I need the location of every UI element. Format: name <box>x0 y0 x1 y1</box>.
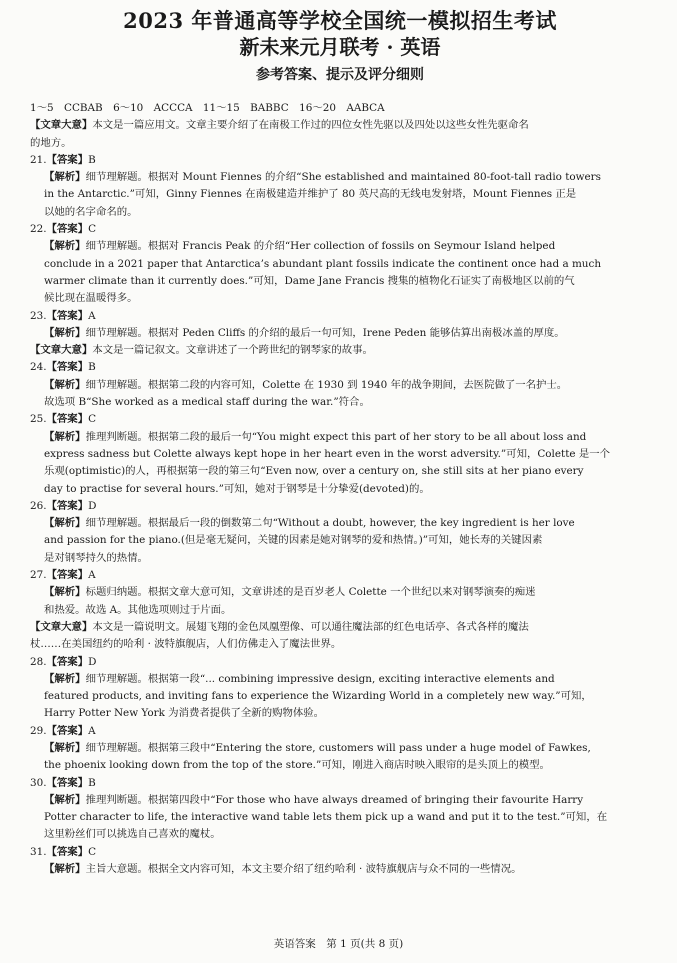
analysis-line <box>30 515 650 532</box>
analysis-label: 【解析】 <box>44 741 86 754</box>
analysis-line <box>30 671 650 688</box>
analysis-text: 细节理解题。根据对 Peden Cliffs 的介绍的最后一句可知，Irene Peden 能够估算出南极冰盖的厚度。 <box>85 326 565 339</box>
answer-content <box>30 100 650 878</box>
answer-letter: B <box>88 361 96 374</box>
answer-label: 【答案】 <box>46 655 89 668</box>
analysis-label: 【解析】 <box>44 517 86 530</box>
analysis-line <box>30 377 650 394</box>
question-answer <box>30 359 650 376</box>
analysis-continuation <box>30 446 650 463</box>
summary-line <box>30 117 650 134</box>
summary-continuation <box>30 135 650 152</box>
analysis-text: 细节理解题。根据第二段的内容可知，Colette 在 1930 到 1940 年的战争期间，去医院做了一名护士。 <box>85 378 568 391</box>
analysis-text: day to practise for several hours.”可知，她对于钢琴是十分挚爱(devoted)的。 <box>44 482 430 495</box>
summary-text: 本文是一篇说明文。展翅飞翔的金色凤凰塑像、可以通往魔法部的红色电话亭、各式各样的魔法 <box>92 620 529 633</box>
analysis-line <box>30 169 650 186</box>
analysis-line <box>30 740 650 757</box>
analysis-continuation <box>30 550 650 567</box>
analysis-text: warmer climate than it currently does.”可知，Dame Jane Francis 搜集的植物化石证实了南极地区以前的气 <box>44 274 575 287</box>
analysis-continuation <box>30 394 650 411</box>
question-answer <box>30 654 650 671</box>
question-answer <box>30 308 650 325</box>
analysis-line <box>30 325 650 342</box>
question-number: 26. <box>30 499 47 512</box>
analysis-line <box>30 861 650 878</box>
analysis-continuation <box>30 481 650 498</box>
answer-label: 【答案】 <box>46 776 89 789</box>
analysis-label: 【解析】 <box>44 863 86 876</box>
analysis-text: 故选项 B“She worked as a medical staff during the war.”符合。 <box>44 396 370 409</box>
analysis-label: 【解析】 <box>44 171 86 184</box>
question-number: 21. <box>30 153 47 166</box>
question-number: 27. <box>30 569 47 582</box>
analysis-label: 【解析】 <box>44 378 86 391</box>
question-answer <box>30 152 650 169</box>
answer-key-heading: 参考答案、提示及评分细则 <box>256 67 424 83</box>
analysis-continuation <box>30 204 650 221</box>
analysis-continuation <box>30 705 650 722</box>
question-number: 28. <box>30 655 47 668</box>
answer-letter: C <box>88 413 97 426</box>
answer-letter: B <box>88 776 96 789</box>
analysis-text: 是对钢琴持久的热情。 <box>44 551 148 564</box>
analysis-line <box>30 792 650 809</box>
answer-label: 【答案】 <box>46 361 89 374</box>
question-answer <box>30 844 650 861</box>
analysis-text: 细节理解题。根据第一段“... combining impressive design, exciting interactive elements and <box>85 672 555 685</box>
question-answer <box>30 567 650 584</box>
analysis-text: 推理判断题。根据第二段的最后一句“You might expect this part of her story to be all about loss and <box>85 430 587 443</box>
answer-letter: A <box>88 569 96 582</box>
question-number: 23. <box>30 309 47 322</box>
analysis-text: 细节理解题。根据最后一段的倒数第二句“Without a doubt, however, the key ingredient is her love <box>85 517 575 530</box>
analysis-text: conclude in a 2021 paper that Antarctica’s abundant plant fossils indicate the continent once had a much <box>44 257 602 270</box>
question-number: 29. <box>30 724 47 737</box>
summary-label: 【文章大意】 <box>30 344 93 357</box>
analysis-continuation <box>30 602 650 619</box>
analysis-label: 【解析】 <box>44 672 86 685</box>
answer-letter: B <box>88 153 96 166</box>
analysis-continuation <box>30 290 650 307</box>
analysis-text: 细节理解题。根据对 Francis Peak 的介绍“Her collection of fossils on Seymour Island helped <box>85 240 556 253</box>
analysis-text: Potter character to life, the interactive wand table lets them pick up a wand and put it to the test.”可知，在 <box>44 811 608 824</box>
summary-continuation <box>30 636 650 653</box>
analysis-text: the phoenix looking down from the top of the store.”可知，刚进入商店时映入眼帘的是头顶上的模型。 <box>44 759 550 772</box>
answer-label: 【答案】 <box>46 223 89 236</box>
answer-letter: D <box>88 655 97 668</box>
question-number: 25. <box>30 413 47 426</box>
page-footer: 英语答案 第 1 页(共 8 页) <box>273 938 404 950</box>
analysis-continuation <box>30 809 650 826</box>
answer-label: 【答案】 <box>46 309 89 322</box>
exam-subtitle: 新未来元月联考 · 英语 <box>239 35 441 59</box>
analysis-continuation <box>30 463 650 480</box>
exam-title: 2023 年普通高等学校全国统一模拟招生考试 <box>123 8 557 33</box>
question-answer <box>30 221 650 238</box>
answer-label: 【答案】 <box>46 499 89 512</box>
answer-letter: C <box>88 845 97 858</box>
analysis-continuation <box>30 532 650 549</box>
analysis-text: 主旨大意题。根据全文内容可知，本文主要介绍了纽约哈利 · 波特旗舰店与众不同的一些情况。 <box>85 863 522 876</box>
summary-text: 的地方。 <box>30 136 72 149</box>
analysis-label: 【解析】 <box>44 586 86 599</box>
analysis-continuation <box>30 688 650 705</box>
analysis-continuation <box>30 757 650 774</box>
analysis-line <box>30 429 650 446</box>
analysis-label: 【解析】 <box>44 240 86 253</box>
analysis-text: Harry Potter New York 为消费者提供了全新的购物体验。 <box>44 707 325 720</box>
analysis-text: 细节理解题。根据对 Mount Fiennes 的介绍“She established and maintained 80-foot-tall radio towers <box>85 171 601 184</box>
analysis-text: 乐观(optimistic)的人，再根据第一段的第三句“Even now, over a century on, she still sits at her piano every <box>44 465 584 478</box>
question-number: 22. <box>30 223 47 236</box>
answer-letter: A <box>88 724 96 737</box>
analysis-text: 标题归纳题。根据文章大意可知，文章讲述的是百岁老人 Colette 一个世纪以来对钢琴演奏的痴迷 <box>85 586 536 599</box>
analysis-text: 细节理解题。根据第三段中“Entering the store, customers will pass under a huge model of Fawkes, <box>85 741 591 754</box>
question-number: 30. <box>30 776 47 789</box>
answer-letter: C <box>88 223 97 236</box>
question-answer <box>30 498 650 515</box>
analysis-text: and passion for the piano.(但是毫无疑问，关键的因素是她对钢琴的爱和热情。)”可知，她长寿的关键因素 <box>44 534 543 547</box>
analysis-text: featured products, and inviting fans to experience the Wizarding World in a completely new way.”可知， <box>44 690 592 703</box>
question-answer <box>30 723 650 740</box>
analysis-text: 和热爱。故选 A。其他选项则过于片面。 <box>44 603 232 616</box>
analysis-label: 【解析】 <box>44 430 86 443</box>
answer-label: 【答案】 <box>46 413 89 426</box>
summary-line <box>30 619 650 636</box>
answer-label: 【答案】 <box>46 153 89 166</box>
summary-text: 杖……在美国纽约的哈利 · 波特旗舰店，人们仿佛走入了魔法世界。 <box>30 638 342 651</box>
question-number: 24. <box>30 361 47 374</box>
summary-label: 【文章大意】 <box>30 119 93 132</box>
analysis-continuation <box>30 273 650 290</box>
analysis-text: express sadness but Colette always kept hope in her heart even in the worst adversity.”可知，Colette 是一个 <box>44 447 611 460</box>
analysis-text: 推理判断题。根据第四段中“For those who have always dreamed of bringing their favourite Harry <box>85 793 584 806</box>
analysis-text: 这里粉丝们可以挑选自己喜欢的魔杖。 <box>44 828 221 841</box>
answer-label: 【答案】 <box>46 569 89 582</box>
question-answer <box>30 411 650 428</box>
summary-text: 本文是一篇应用文。文章主要介绍了在南极工作过的四位女性先驱以及四处以这些女性先驱命名 <box>92 119 529 132</box>
analysis-line <box>30 584 650 601</box>
answer-letter: A <box>88 309 96 322</box>
answer-label: 【答案】 <box>46 724 89 737</box>
analysis-line <box>30 238 650 255</box>
question-answer <box>30 775 650 792</box>
multiple-choice-answer-key: 1～5 CCBAB 6～10 ACCCA 11～15 BABBC 16～20 AABCA <box>30 102 385 114</box>
analysis-continuation <box>30 256 650 273</box>
analysis-label: 【解析】 <box>44 326 86 339</box>
analysis-text: 以她的名字命名的。 <box>44 205 138 218</box>
analysis-continuation <box>30 826 650 843</box>
question-number: 31. <box>30 845 47 858</box>
answer-label: 【答案】 <box>46 845 89 858</box>
summary-text: 本文是一篇记叙文。文章讲述了一个跨世纪的钢琴家的故事。 <box>92 344 373 357</box>
answer-letter: D <box>88 499 97 512</box>
summary-line <box>30 342 650 359</box>
analysis-label: 【解析】 <box>44 793 86 806</box>
summary-label: 【文章大意】 <box>30 620 93 633</box>
analysis-continuation <box>30 186 650 203</box>
analysis-text: 候比现在温暖得多。 <box>44 292 138 305</box>
analysis-text: in the Antarctic.”可知，Ginny Fiennes 在南极建造并维护了 80 英尺高的无线电发射塔，Mount Fiennes 正是 <box>44 188 577 201</box>
